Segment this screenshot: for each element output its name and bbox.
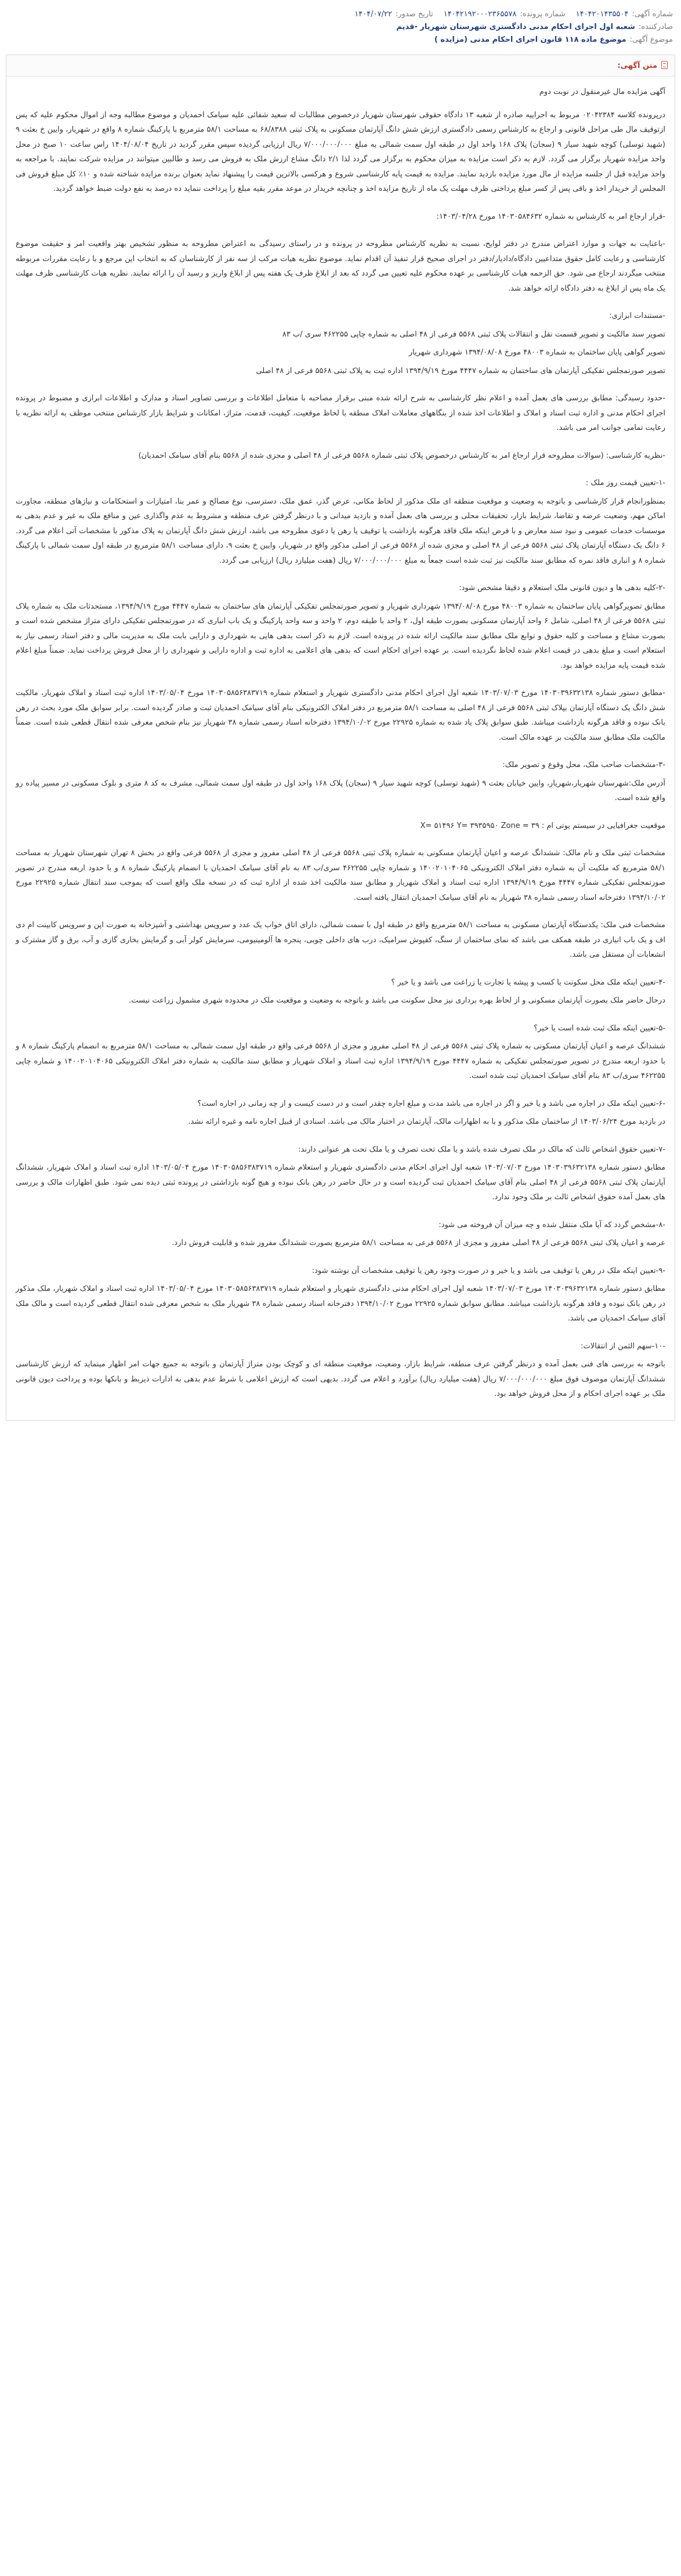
ad-text-box — [6, 55, 675, 1421]
issuer-label: صادرکننده: — [638, 23, 673, 31]
ad-number — [576, 9, 673, 20]
header-row-1 — [6, 8, 675, 21]
subject — [434, 34, 673, 46]
ad-paragraph: مطابق تصویرگواهی پایان ساختمان به شماره ۴۸۰۰۳ مورخ ۱۳۹۴/۰۸/۰۸ شهرداری شهریار و تصویر صورتمجلس تفکیکی آپارتمان های ساختمان به شماره ۴۴۴۷ مورخ ۱۳۹۴/۹/۱۹، مستحدثات ملک به شماره پلاک ثبتی ۵۵۶۸ فرعی از ۴۸ اصلی، شامل ۶ واحد آپارتمان مسکونی بصورت طبقه اول، ۲ واحد با طبقه دوم، ۲ واحد و سه واحد پارکینگ و یک باب انباری که در صورتمجلس تفکیکی دارای متراژ مشخص شده است و بصورت مشاع و مساحت و کلیه حقوق و توابع ملک مطابق سند مالکیت ارائه شده در پرونده است. لازم به ذکر است بدهی هایی به شهرداری و دارایی بابت ملک به مدیریت مالی و دفتر اسناد رسمی نیاز به استعلام است و مبلغ بدهی در قیمت اعلام شده لحاظ نگردیده است. بر عهده اجرای احکام است که بدهی های اعلامی به اداره ثبت و اداره دارایی و شهرداری را از محل فروش پرداخت نماید. ضمناً مبلغ اعلام شده قیمت پایه مزایده خواهد بود. — [16, 602, 665, 670]
issuer-value: شعبه اول اجرای احکام مدنی دادگستری شهرستان شهریار -قدیم — [396, 23, 635, 31]
issuer — [396, 21, 673, 33]
ad-paragraph: در بازدید مورخ ۱۴۰۳/۰۶/۲۴ از ساختمان ملک مذکور و با به اظهارات مالک، آپارتمان در اختیار مالک می باشد. اسنادی از قبیل اجاره نامه و غیره ارائه نشد. — [188, 1117, 665, 1126]
ad-paragraph: تصویر صورتمجلس تفکیکی آپارتمان های ساختمان به شماره ۴۴۴۷ مورخ ۱۳۹۴/۹/۱۹ اداره ثبت به پلاک ثبتی ۵۵۶۸ فرعی از ۴۸ اصلی — [256, 366, 665, 375]
ad-paragraph: مطابق دستور شماره ۱۴۰۳۰۳۹۶۳۲۱۳۸ مورخ ۱۴۰۳/۰۷/۰۳ شعبه اول اجرای احکام مدنی دادگستری شهریار و استعلام شماره ۱۴۰۳۰۵۸۵۶۳۸۳۷۱۹ مورخ ۱۴۰۳/۰۵/۰۴ اداره ثبت اسناد و املاک شهریار، ششدانگ آپارتمان پلاک ثبتی ۵۵۶۸ فرعی از ۴۸ اصلی بنام آقای سیامک احمدیان ثبت گردیده است و در حال حاضر در رهن بانک نبوده و هیچ گونه بازداشتی در پرونده ثبتی دیده نمی شود. طبق اظهارات مالک و بررسی های بعمل آمده حقوق اشخاص ثالث بر ملک وجود ندارد. — [16, 1163, 665, 1202]
letter-number-value: ۱۴۰۴۲۱۹۲۰۰۰۲۳۶۵۵۷۸ — [443, 10, 517, 19]
header-row-2 — [6, 21, 675, 34]
header-row-3 — [6, 34, 675, 46]
ad-paragraph: درپرونده کلاسه ۰۲۰۴۲۳۸۴ مربوط به اجراییه صادره از شعبه ۱۳ دادگاه حقوقی شهرستان شهریار درخصوص مطالبات له سعید شفائی علیه سیامک احمدیان و موضوع مطالبه وجه از اموال محکوم علیه که پس ازتوقیف مال طی مراحل قانونی و ارجاع به کارشناس رسمی دادگستری ارزش شش دانگ آپارتمان مسکونی به پلاک ثبتی ۶۸/۸۳۸۸ به مساحت ۵۸/۱ مترمربع با پارکینگ شماره ۸ واقع در شهریار، وایین خ بعثت ۹ (شهید توسلی) کوچه شهید سیار ۹ (سجان) پلاک ۱۶۸ واحد اول در طبقه اول سمت شمالی به مبلغ ۷/۰۰۰/۰۰۰/۰۰۰ ریال ارزیابی گردیده سپس مقرر گردید در تاریخ ۱۴۰۴/۰۸/۰۴ راس ساعت ۱۰ صبح در محل واحد مزایده شهریار برگزار می گردد. لازم به ذکر است مزایده به میزان محکوم به برگزار می گردد لذا ۲/۱ دانگ مشاع ارزش ملک به فروش می رسد و طالبین میتوانند در مزایده شرکت نمایند. با مراجعه به واحد مزایده قبل از جلسه مزایده از مال مورد مزایده بازدید نمایند. مزایده به قیمت پایه کارشناسی شروع و هرکسی بالاترین قیمت را پیشنهاد نماید بعنوان برنده مزایده شناخته شده و ۱۰٪ کل مبلغ فروش فی المجلس از خریدار اخذ و باقی پس از کسر مبلغ پرداختی ظرف مهلت یک ماه از تاریخ مزایده اخذ و چنانچه خریدار در موعد مقرر بقیه مبلغ را پرداخت ننماید ده درصد به نفع دولت ضبط خواهد گردید. — [16, 110, 666, 193]
ad-paragraph: -۶-تعیین اینکه ملک در اجاره می باشد و یا خیر و اگر در اجاره می باشد مدت و مبلغ اجاره چقدر است و در دست کیست و از چه زمانی در اجاره است؟ — [197, 1099, 665, 1108]
ad-paragraph: مشخصات ثبتی ملک و نام مالک: ششدانگ عرصه و اعیان آپارتمان مسکونی به شماره پلاک ثبتی ۵۵۶۸ فرعی از ۴۸ اصلی مفروز و مجزی از ۵۵۶۸ فرعی واقع در بخش ۸ تهران شهرستان شهریار به مساحت ۵۸/۱ مترمربع که ملکیت آن به شماره دفتر املاک الکترونیکی ۱۴۰۰۲۰۱۰۴۰۶۵ و شماره چاپی ۴۶۲۲۵۵ سری/ب ۸۳ به نام آقای سیامک احمدیان با انضمام پارکینگ شماره ۸ و با حدود اربعه مندرج در تصویر صورتمجلس تفکیکی شماره ۴۴۴۷ مورخ ۱۳۹۴/۹/۱۹ اداره ثبت اسناد و املاک شهریار و مطابق سند مالکیت اخذ شده از اداره ثبت که در نسخه ملک واقع است که بموجب سند انتقال شماره ۲۲۹۲۵ مورخ ۱۳۹۴/۱۰/۰۲ دفترخانه اسناد رسمی شماره ۳۸ شهریار به نام آقای سیامک احمدیان انتقال یافته است. — [16, 849, 666, 902]
ad-paragraph: -قرار ارجاع امر به کارشناس به شماره ۱۴۰۳۰۵۸۴۶۳۲ مورخ ۱۴۰۳/۰۴/۲۸: — [436, 212, 665, 221]
ad-text-header — [6, 55, 675, 77]
document-icon — [661, 61, 669, 70]
ad-paragraph: -۴-تعیین اینکه ملک محل سکونت یا کسب و پیشه یا تجارت یا زراعت می باشد و یا خیر ؟ — [391, 978, 665, 987]
ad-paragraph: آدرس ملک:شهرستان شهریار،شهریار، وایین خیابان بعثت ۹ (شهید توسلی) کوچه شهید سیار ۹ (سجان) پلاک ۱۶۸ واحد اول در طبقه اول سمت شمالی، مشرف به کد ۸ متری و بلوک مسکونی در مسیر پیاده رو واقع شده است. — [16, 779, 666, 802]
ad-paragraph: -۷-تعیین حقوق اشخاص ثالث که مالک در ملک تصرف شده باشد و یا ملک تحت تصرف و یا ملک تحت هر عنوانی دارند: — [298, 1145, 665, 1154]
ad-paragraph: -باعنایت به جهات و موارد اعتراض مندرج در دفتر لوایح، نسبت به نظریه کارشناس مطروحه در پرونده و در راستای رسیدگی به اعتراض مطروحه به منظور تشخیص بهتر واقعیت امر و حقیقت موضوع کارشناسی و رعایت کامل حقوق متداعیین دادگاه/داديار/دفتر در اجرای صحیح قرار تنفیذ آن اقدام نماید. موضوع نظریه هیات مرکب از سه نفر از کارشناسان که به انتخاب این مرجع و با رعایت مقررات مربوطه منتخب میگردند ارجاع می شود. حق الزحمه هیات کارشناسی بر عهده محکوم علیه تعیین می گردد که بعد از ابلاغ ظرف یک هفته پس از ابلاغ واریز و رسید آن را ارائه نمایند. نظریه هیات کارشناسی ظرف مهلت یک ماه پس از ابلاغ به دفتر دادگاه ارائه خواهد شد. — [16, 240, 665, 293]
subject-label: موضوع آگهی: — [629, 35, 673, 44]
ad-paragraph: -مستندات ابرازی: — [609, 312, 665, 320]
ad-paragraph: -۱-تعیین قیمت روز ملک : — [585, 479, 665, 487]
ad-paragraph: -حدود رسیدگی: مطابق بررسی های بعمل آمده و اعلام نظر کارشناسی به شرح ارائه شده مبنی برقرار مصاحبه با متعامل اطلاعات و بررسی تصاویر اسناد و مدارک و اطلاعات ابرازی و مضبوط در پرونده اجرای احکام مدنی و اداره ثبت اسناد و املاک و اطلاعات اخذ شده از بنگاههای معاملات املاک منطقه با لحاظ موقعیت، کیفیت، قدمت، متراژ، امکانات و شرایط بازار کارشناس منتخب موظف به ارائه نظریه با رعایت تمامی جوانب امر می باشد. — [16, 394, 665, 432]
ad-paragraph: -۱۰-سهم الثمن از انتقالات: — [581, 1341, 665, 1351]
issue-date-label: تاریخ صدور: — [395, 10, 433, 19]
ad-paragraph: -نظریه کارشناسی: (سوالات مطروحه قرار ارجاع امر به کارشناس درخصوص پلاک ثبتی شماره ۵۵۶۸ فرعی از ۴۸ اصلی و مجزی شده از ۵۵۶۸ بنام آقای سیامک احمدیان) — [138, 451, 665, 460]
ad-paragraph: باتوجه به بررسی های فنی بعمل آمده و درنظر گرفتن عرف منطقه، شرایط بازار، وضعیت، موقعیت منطقه ای و کوچک بودن متراژ آپارتمان و باتوجه به جمیع جهات امر اظهار مینماید که ارزش کارشناسی ششدانگ آپارتمان موصوف فوق مبلغ ۷/۰۰۰/۰۰۰/۰۰۰ ریال (هفت میلیارد ریال) برآورد و اعلام می گردد. بدیهی است که ارزش اعلامی با شرط عدم بدهی به ادارات ذیربط و بانکها بوده و پرداخت دیون قانونی ملک بر عهده اجرای احکام و از محل فروش خواهد بود. — [16, 1360, 665, 1398]
ad-number-value: ۱۴۰۴۲۰۱۴۳۵۵۰۴ — [575, 10, 629, 19]
ad-number-label: شماره آگهی: — [632, 10, 673, 19]
ad-paragraph: -۳-مشخصات صاحب ملک، محل وقوع و تصویر ملک: — [502, 761, 665, 769]
ad-paragraph: درحال حاضر ملک بصورت آپارتمان مسکونی و از لحاظ بهره برداری نیز محل سکونت می باشد و باتوجه به وضعیت و موقعیت ملک در محدوده شهری مشمول زراعت نیست. — [129, 996, 665, 1005]
ad-paragraph: -۲-کلیه بدهی ها و دیون قانونی ملک استعلام و دقیقا مشخص شود: — [459, 584, 665, 592]
ad-paragraph: -مطابق دستور شماره ۱۴۰۳۰۳۹۶۳۲۱۳۸ مورخ ۱۴۰۳/۰۷/۰۳ شعبه اول اجرای احکام مدنی دادگستری شهریار و استعلام شماره ۱۴۰۳۰۵۸۵۶۳۸۳۷۱۹ مورخ ۱۴۰۳/۰۵/۰۴ اداره ثبت اسناد و املاک شهریار، مالکیت شش دانگ یک دستگاه آپارتمان بپلاک ثبتی ۵۵۶۸ فرعی از ۴۸ اصلی به مساحت ۵۸/۱ مترمربع در دفتر املاک الکترونیکی بنام آقای سیامک احمدیان ثبت و صادر گردیده است. برابر سوابق ملک مورد بحث در رهن بانک نبوده و فاقد هرگونه بازداشت میباشد. طبق سوابق پلاک یاد شده به شماره ۲۲۹۲۵ مورخ ۱۳۹۴/۱۰/۰۲ دفترخانه اسناد رسمی شماره ۳۸ شهریار نیز بنام شخص معرفی شده انتقال قطعی شده است. ضمناً مالکیت ملک مطابق سند مالکیت بر عهده مالک است. — [16, 689, 665, 742]
ad-paragraph: تصویر گواهی پایان ساختمان به شماره ۴۸۰۰۳ مورخ ۱۳۹۴/۰۸/۰۸ شهرداری شهریار — [408, 348, 665, 357]
letter-number-label: شماره پرونده: — [520, 10, 566, 19]
ad-paragraph: بمنظورانجام قرار کارشناسی و باتوجه به وضعیت و موقعیت منطقه ای ملک مذکور از لحاظ مکانی، عرض گذر، عمق ملک، دسترسی، نوع مصالح و عمر بنا، امتیازات و استحکامات و نیازهای منطقه، مجاورت اماکن مهم، وضعیت عرضه و تقاضا، شرایط بازار، تحقیقات محلی و بررسی های بعمل آمده و بازدید میدانی و با درنظر گرفتن عرف منطقه و مشروط به عدم واگذاری عین و منافع ملک به غیر و عدم بدهی به موسسات خدمات عمومی و نبود سند معارض و با فرض اینکه ملک فاقد هرگونه بازداشت یا توقیف یا رهن یا دعوی مطروحه می باشد، ارزش شش دانگ آپارتمان به پلاک مذکور با مشخصات آتی اعلام می گردد. ۶ دانگ یک دستگاه آپارتمان پلاک ثبتی ۵۵۶۸ فرعی از ۴۸ اصلی و مجزی شده از ۵۵۶۸ فرعی از اصلی مذکور واقع در شهریار، وایین خ بعثت ۹، دارای مساحت ۵۸/۱ مترمربع در طبقه اول سمت شمالی با پارکینگ شماره ۸ و انباری فاقد نمره که مطابق سند مالکیت نیز ثبت شده است جمعاً به مبلغ ۷/۰۰۰/۰۰۰/۰۰۰ ریال (هفت میلیارد ریال) ارزیابی می گردد. — [16, 497, 665, 565]
ad-paragraph: آگهی مزایده مال غیرمنقول در نوبت دوم — [539, 88, 665, 96]
ad-paragraph: -۸-مشخص گردد که آیا ملک منتقل شده و چه میزان آن فروخته می شود: — [439, 1220, 665, 1229]
ad-paragraph: -۵-تعیین اینکه ملک ثبت شده است یا خیر؟ — [534, 1023, 665, 1033]
letter-number — [444, 9, 566, 20]
ad-paragraph: ششدانگ عرصه و اعیان آپارتمان مسکونی به شماره پلاک ثبتی ۵۵۶۸ فرعی از ۴۸ اصلی مفروز و مجزی از ۵۵۶۸ فرعی واقع در طبقه اول سمت شمالی به مساحت ۵۸/۱ مترمربع به انضمام پارکینگ شماره ۸ و با حدود اربعه مندرج در تصویر صورتمجلس تفکیکی به شماره ۴۴۴۷ مورخ ۱۳۹۴/۹/۱۹ اداره ثبت اسناد و املاک شهریار و مطابق سند مالکیت به شماره دفتر املاک الکترونیکی ۱۴۰۰۲۰۱۰۴۰۶۵ و شماره چاپی ۴۶۲۲۵۵ سری/ب ۸۳ بنام آقای سیامک احمدیان ثبت شده است. — [16, 1042, 666, 1080]
issue-date — [354, 9, 433, 20]
issue-date-value: ۱۴۰۴/۰۷/۲۲ — [354, 10, 392, 19]
ad-paragraph: تصویر سند مالکیت و تصویر قسمت نقل و انتقالات پلاک ثبتی ۵۵۶۸ فرعی از ۴۸ اصلی به شماره چاپی ۴۶۲۲۵۵ سری /ب ۸۳ — [282, 330, 665, 339]
ad-paragraph: مشخصات فنی ملک: یکدستگاه آپارتمان مسکونی به مساحت ۵۸/۱ مترمربع واقع در طبقه اول با سمت شمالی، دارای اتاق خواب یک عدد و سرویس بهداشتی و آشپزخانه به صورت اپن و سرویس کابینت ام دی اف و یک باب انباری در طبقه همکف می باشد که نمای ساختمان از سنگ، کفپوش سرامیک، درب های داخلی چوبی، پنجره ها آلومینیومی، سرمایش کولر آبی و گرمایش بخاری گازی و آب، برق و گاز مشترک و انشعابات آن مستقل می باشد. — [16, 921, 665, 959]
subject-value: موضوع ماده ۱۱۸ قانون اجرای احکام مدنی (مزایده ) — [434, 35, 626, 44]
ad-paragraph: -۹-تعیین اینکه ملک در رهن یا توقیف می باشد و یا خیر و در صورت وجود رهن یا توقیف مشخصات آن نوشته شود: — [311, 1266, 665, 1275]
ad-paragraph: موقعیت جغرافیایی در سیستم یوتی ام : X= ۵۱۴۹۶ Y= ۳۹۳۵۹۵۰ Zone = ۳۹ — [420, 821, 665, 830]
ad-paragraph: عرصه و اعیان پلاک ثبتی ۵۵۶۸ فرعی از ۴۸ اصلی مفروز و مجزی از ۵۵۶۸ فرعی به مساحت ۵۸/۱ مترمربع بصورت ششدانگ مفروز شده و قابلیت فروش دارد. — [172, 1239, 665, 1247]
ad-paragraph: مطابق دستور شماره ۱۴۰۳۰۳۹۶۳۲۱۳۸ مورخ ۱۴۰۳/۰۷/۰۳ شعبه اول اجرای احکام مدنی دادگستری شهریار و استعلام شماره ۱۴۰۳۰۵۸۵۶۳۸۳۷۱۹ مورخ ۱۴۰۳/۰۵/۰۴ اداره ثبت اسناد و املاک شهریار، ملک مذکور در رهن بانک نبوده و فاقد هرگونه بازداشت میباشد. مطابق سوابق شماره ۲۲۹۲۵ مورخ ۱۳۹۴/۱۰/۰۲ دفترخانه اسناد رسمی شماره ۳۸ شهریار ملک به شخص معرفی شده انتقال قطعی گردیده است و مالک ملک آقای سیامک احمدیان می باشد. — [16, 1285, 665, 1323]
ad-text-body — [6, 77, 675, 1420]
ad-text-title: متن آگهی: — [617, 61, 657, 70]
